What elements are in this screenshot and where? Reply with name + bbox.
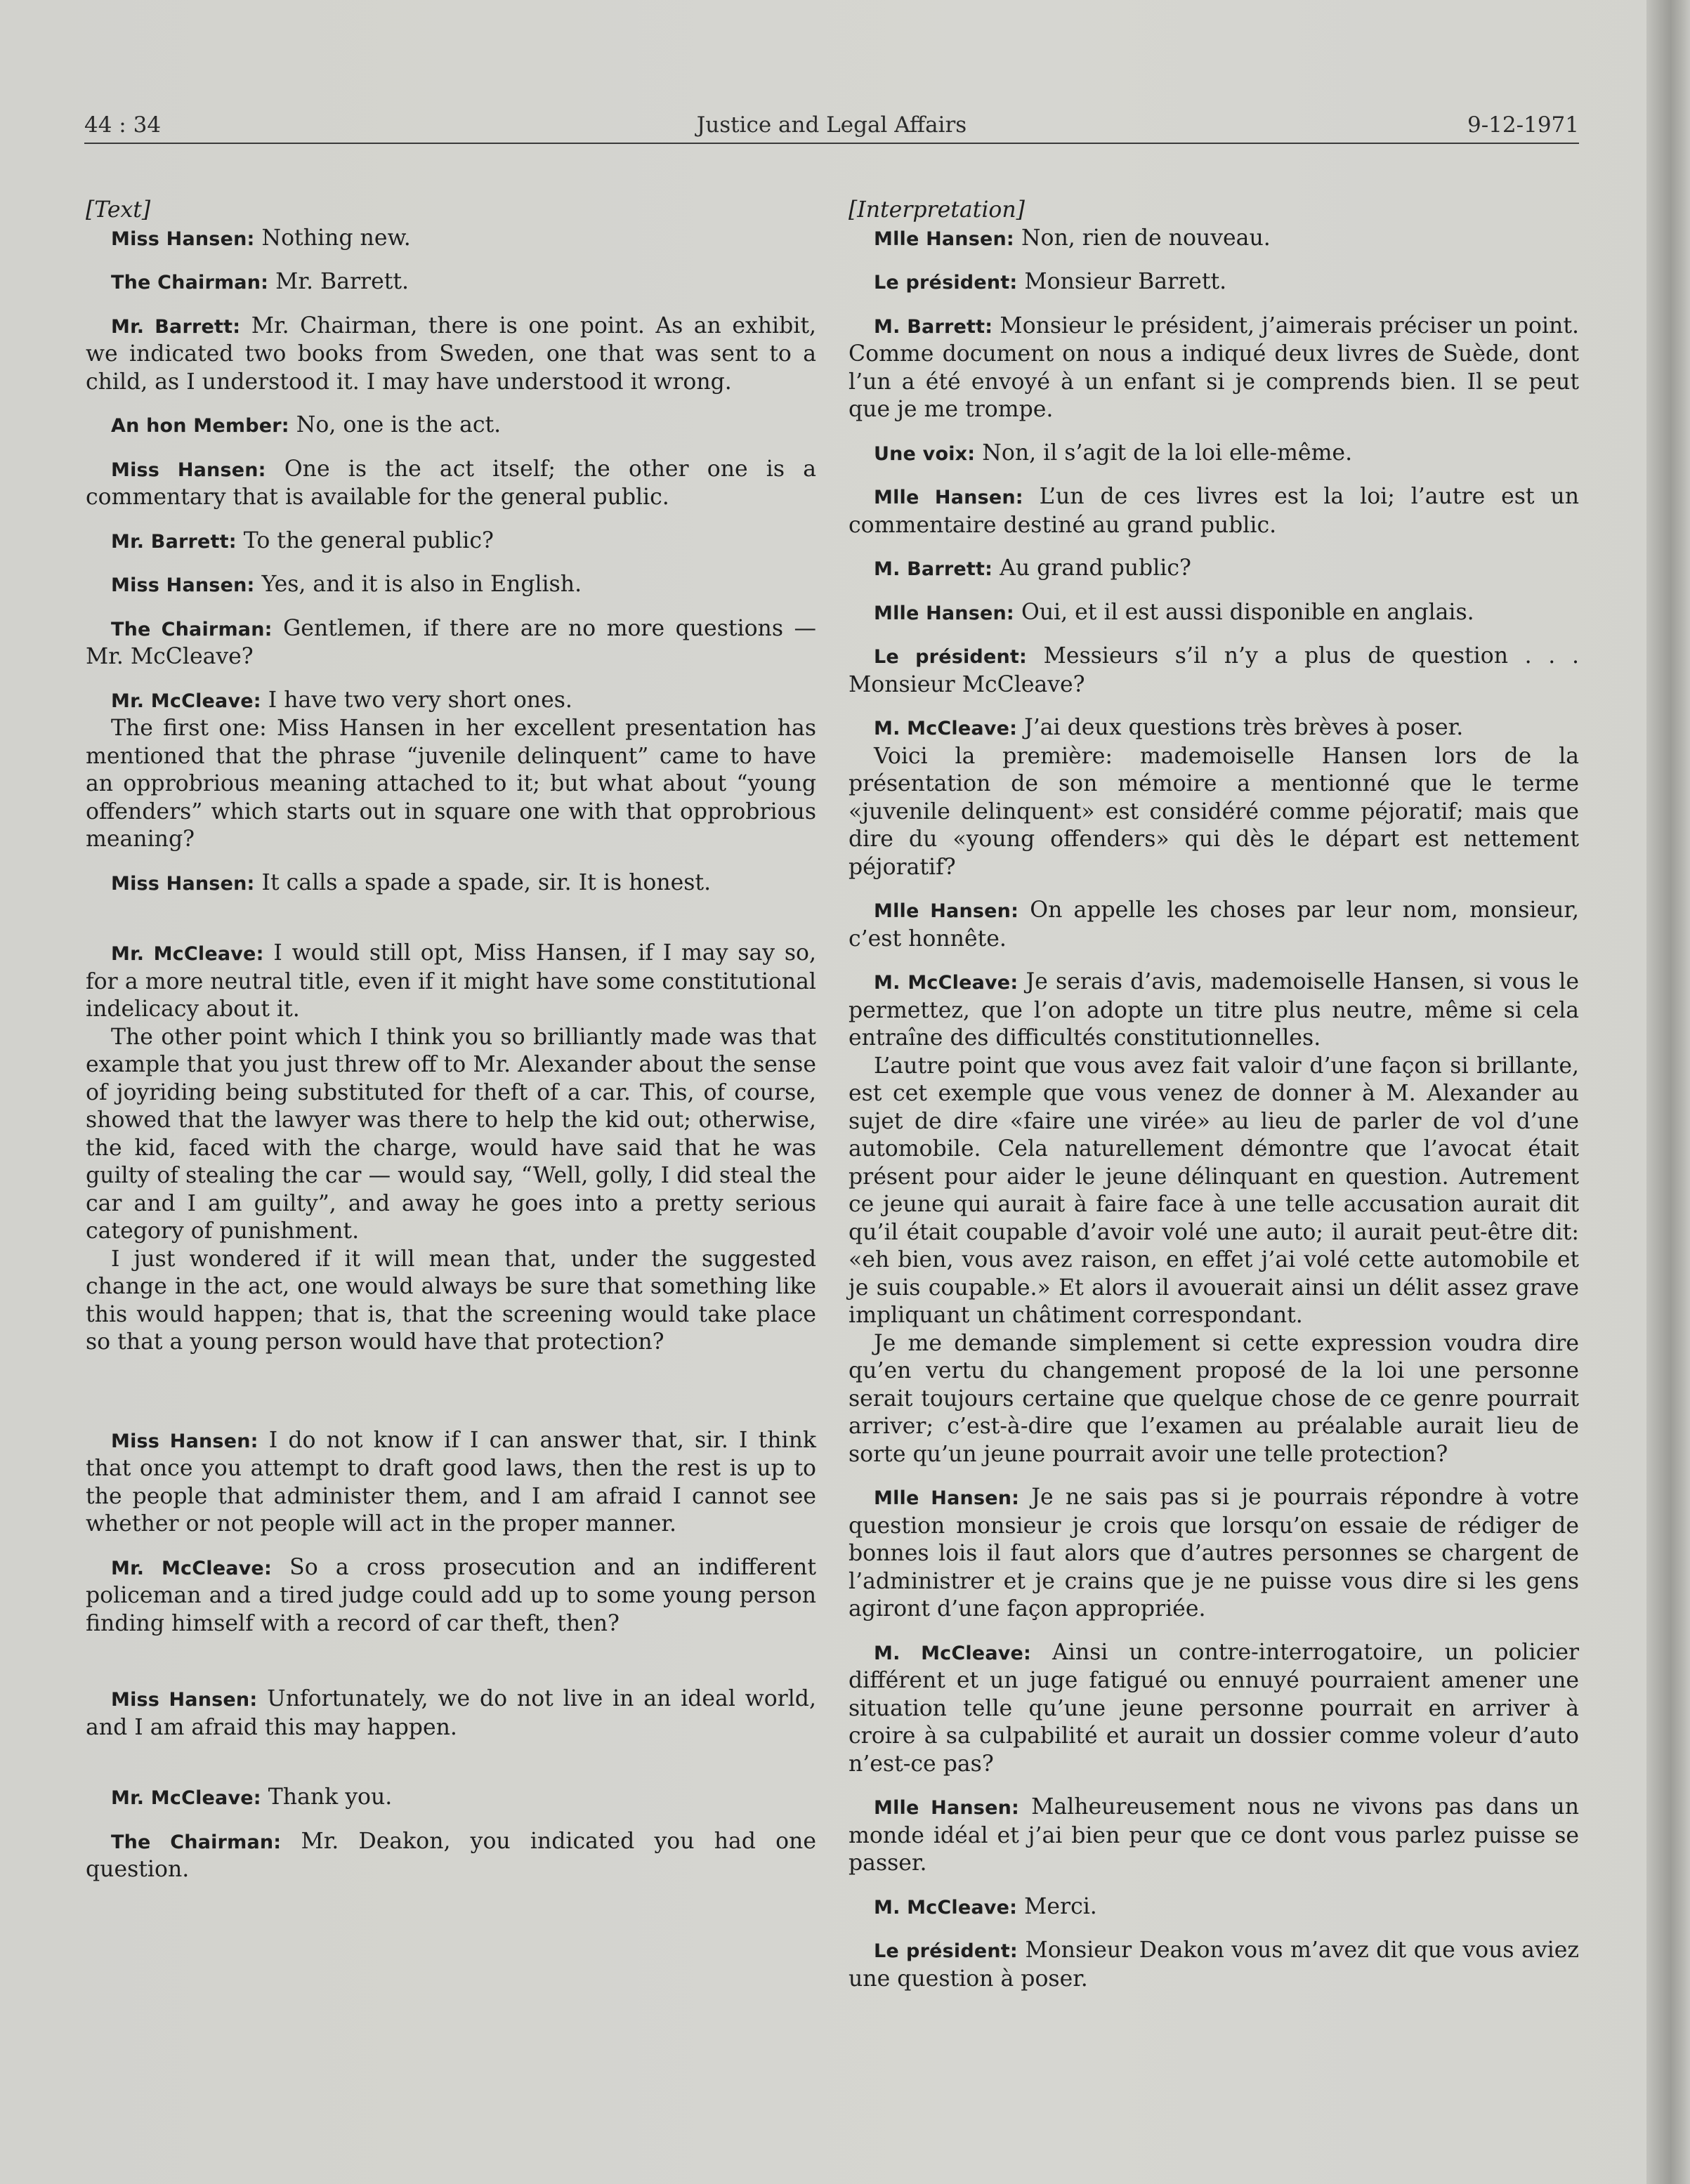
- speech-text: The other point which I think you so brilliantly made was that example that you just threw off to Mr. Alexander about the sense of joyriding being substituted for theft of a car. This, of course, showed that the lawyer was there to help the kid out; otherwise, the kid, faced with the charge, would have said that he was guilty of stealing the car — would say, “Well, golly, I did steal the car and I am guilty”, and away he goes into a pretty serious category of punishment.: [86, 1024, 816, 1244]
- paragraph: [86, 940, 816, 1024]
- paragraph: [86, 268, 816, 297]
- paragraph: [86, 571, 816, 600]
- paragraph: [86, 1828, 816, 1884]
- speaker-name: Mr. McCleave:: [111, 943, 264, 965]
- speech-text: Au grand public?: [993, 555, 1191, 581]
- speech-text: L’un de ces livres est la loi; l’autre est un commentaire destiné au grand public.: [849, 484, 1579, 538]
- speech-text: Nothing new.: [254, 225, 411, 251]
- speaker-name: Mlle Hansen:: [874, 1487, 1020, 1509]
- paragraph: [849, 714, 1579, 743]
- speech-text: Monsieur Deakon vous m’avez dit que vous aviez une question à poser.: [849, 1938, 1579, 1992]
- paragraph: [86, 1554, 816, 1638]
- speaker-name: Mr. McCleave:: [111, 690, 261, 712]
- speech-text: I just wondered if it will mean that, under the suggested change in the act, one would always be sure that something like this would happen; that is, that the screening would take place so that a young person would have that protection?: [86, 1246, 816, 1355]
- paragraph: [86, 313, 816, 397]
- paragraph: [86, 615, 816, 671]
- paragraph: [86, 1685, 816, 1742]
- column-label: [Text]: [86, 197, 151, 223]
- paragraph: [849, 1053, 1579, 1330]
- speaker-name: Mlle Hansen:: [874, 900, 1019, 922]
- speech-text: No, one is the act.: [289, 412, 502, 438]
- speech-text: To the general public?: [236, 527, 494, 553]
- speech-text: Je me demande simplement si cette expression voudra dire qu’en vertu du changement proposé de la loi une personne serait toujours certaine que quelque chose de ce genre pourrait arriver; c’est-à-dire que l’examen au préalable aurait lieu de sorte qu’un jeune pourrait avoir une telle protection?: [849, 1330, 1579, 1467]
- speech-text: Non, il s’agit de la loi elle-même.: [975, 440, 1353, 466]
- speech-text: So a cross prosecution and an indifferent policeman and a tired judge could add up to some young person finding himself with a record of car theft, then?: [86, 1554, 816, 1636]
- speech-text: I would still opt, Miss Hansen, if I may say so, for a more neutral title, even if it might have some constitutional indelicacy about it.: [86, 940, 816, 1022]
- speech-text: Monsieur Barrett.: [1017, 269, 1227, 294]
- english-column: [86, 197, 816, 1884]
- speech-text: Mr. Deakon, you indicated you had one question.: [86, 1828, 816, 1882]
- speaker-name: M. McCleave:: [874, 972, 1018, 994]
- speech-text: Mr. Barrett.: [268, 269, 410, 294]
- speaker-name: M. McCleave:: [874, 1896, 1018, 1919]
- speech-text: Yes, and it is also in English.: [254, 572, 582, 597]
- speech-text: J’ai deux questions très brèves à poser.: [1017, 715, 1464, 740]
- paragraph: [86, 527, 816, 556]
- speaker-name: Mlle Hansen:: [874, 228, 1014, 250]
- speech-text: Merci.: [1017, 1893, 1097, 1919]
- speech-text: Malheureusement nous ne vivons pas dans un monde idéal et j’ai bien peur que ce dont vous parlez puisse se passer.: [849, 1794, 1579, 1876]
- paragraph: [86, 687, 816, 716]
- paragraph: [849, 225, 1579, 254]
- speaker-name: The Chairman:: [111, 1831, 282, 1853]
- speaker-name: Mlle Hansen:: [874, 602, 1014, 624]
- speaker-name: Mr. Barrett:: [111, 530, 237, 553]
- speech-text: L’autre point que vous avez fait valoir d’une façon si brillante, est cet exemple que vous venez de donner à M. Alexander au sujet de dire «faire une virée» au lieu de parler de vol d’une automobile. Cela naturellement démontre que l’avocat était présent pour aider le jeune délinquant en question. Autrement ce jeune qui aurait à faire face à une telle accusation aurait dit qu’il était coupable d’avoir volé une auto; il aurait peut-être dit: «eh bien, vous avez raison, en effet j’ai volé cette automobile et je suis coupable.» Et alors il avouerait ainsi un délit assez grave impliquant un châtiment correspondant.: [849, 1053, 1579, 1328]
- speaker-name: M. Barrett:: [874, 315, 993, 338]
- paragraph: [86, 1024, 816, 1246]
- speech-text: Messieurs s’il n’y a plus de question . . . Monsieur McCleave?: [849, 643, 1579, 697]
- speech-text: One is the act itself; the other one is a commentary that is available for the general public.: [86, 456, 816, 510]
- paragraph: [86, 225, 816, 254]
- speech-text: I have two very short ones.: [261, 687, 572, 713]
- speaker-name: Miss Hansen:: [111, 459, 266, 481]
- paragraph: [849, 1794, 1579, 1878]
- running-title: Justice and Legal Affairs: [696, 112, 967, 138]
- paragraph: [849, 440, 1579, 468]
- speaker-name: The Chairman:: [111, 618, 273, 640]
- speech-text: Ainsi un contre-interrogatoire, un policier différent et un juge fatigué ou ennuyé pourraient amener une situation telle qu’une jeune personne pourrait en arriver à croire à sa culpabilité et aurait un dossier comme voleur d’auto n’est-ce pas?: [849, 1639, 1580, 1777]
- paragraph: [849, 897, 1579, 953]
- speaker-name: The Chairman:: [111, 272, 269, 294]
- paragraph: [849, 643, 1579, 699]
- paragraph: [849, 743, 1579, 882]
- speech-text: Non, rien de nouveau.: [1014, 225, 1271, 251]
- paragraph: [849, 313, 1579, 424]
- paragraph: [849, 1330, 1579, 1469]
- speech-text: Monsieur le président, j’aimerais préciser un point. Comme document on nous a indiqué deux livres de Suède, dont l’un a été envoyé à un enfant si je comprends bien. Il se peut que je me trompe.: [849, 313, 1580, 422]
- speech-text: Oui, et il est aussi disponible en anglais.: [1014, 599, 1474, 625]
- speaker-name: An hon Member:: [111, 415, 289, 437]
- speaker-name: M. Barrett:: [874, 558, 993, 580]
- speaker-name: M. McCleave:: [874, 1642, 1032, 1664]
- speech-text: Unfortunately, we do not live in an ideal world, and I am afraid this may happen.: [86, 1686, 816, 1740]
- speaker-name: Mlle Hansen:: [874, 1797, 1020, 1819]
- paragraph: [849, 1639, 1579, 1779]
- speaker-name: Miss Hansen:: [111, 574, 255, 596]
- paragraph: [849, 599, 1579, 628]
- paragraph: [86, 1246, 816, 1357]
- column-label: [Interpretation]: [849, 197, 1025, 223]
- header-rule: [84, 143, 1579, 144]
- paragraph: [849, 483, 1579, 539]
- paragraph: [849, 1893, 1579, 1922]
- speech-text: Je serais d’avis, mademoiselle Hansen, si vous le permettez, que l’on adopte un titre plus neutre, même si cela entraîne des difficultés constitutionnelles.: [849, 969, 1580, 1051]
- page-number: 44 : 34: [84, 112, 162, 138]
- speech-text: Je ne sais pas si je pourrais répondre à votre question monsieur je crois que lorsqu’on essaie de rédiger de bonnes lois il faut alors que d’autres personnes se chargent de l’administrer et je crains que je ne puisse vous dire si les gens agiront d’une façon appropriée.: [849, 1485, 1580, 1621]
- speaker-name: M. McCleave:: [874, 718, 1018, 739]
- speech-text: Mr. Chairman, there is one point. As an exhibit, we indicated two books from Sweden, one that was sent to a child, as I understood it. I may have understood it wrong.: [86, 313, 816, 395]
- speaker-name: Le président:: [874, 272, 1018, 294]
- speech-text: Voici la première: mademoiselle Hansen lors de la présentation de son mémoire a mentionné que le terme «juvenile delinquent» est considéré comme péjoratif; mais que dire du «young offenders» qui dès le départ est nettement péjoratif?: [849, 743, 1579, 880]
- speaker-name: Miss Hansen:: [111, 228, 255, 250]
- french-column: [849, 197, 1579, 1993]
- paragraph: [86, 456, 816, 512]
- page-binding-edge: [1646, 0, 1690, 2184]
- speaker-name: Mr. McCleave:: [111, 1787, 261, 1809]
- paragraph: [86, 412, 816, 440]
- speaker-name: Mr. McCleave:: [111, 1557, 272, 1579]
- speech-text: I do not know if I can answer that, sir. I think that once you attempt to draft good laws, then the rest is up to the people that administer them, and I am afraid I cannot see whether or not people will act in the proper manner.: [86, 1427, 816, 1537]
- speaker-name: Le président:: [874, 1940, 1018, 1962]
- speech-text: The first one: Miss Hansen in her excellent presentation has mentioned that the phrase “juvenile delinquent” came to have an opprobrious meaning attached to it; but what about “young offenders” which starts out in square one with that opprobrious meaning?: [86, 716, 816, 852]
- paragraph: [849, 555, 1579, 584]
- speaker-name: Une voix:: [874, 442, 976, 465]
- paragraph: [86, 1427, 816, 1539]
- speech-text: On appelle les choses par leur nom, monsieur, c’est honnête.: [849, 897, 1579, 952]
- speaker-name: Miss Hansen:: [111, 1430, 258, 1452]
- paragraph: [849, 968, 1579, 1053]
- paragraph: [86, 869, 816, 898]
- speaker-name: Mr. Barrett:: [111, 315, 241, 338]
- paragraph: [86, 1784, 816, 1813]
- paragraph: [849, 268, 1579, 297]
- speech-text: It calls a spade a spade, sir. It is honest.: [254, 869, 712, 895]
- sitting-date: 9-12-1971: [1467, 112, 1579, 138]
- speech-text: Gentlemen, if there are no more questions — Mr. McCleave?: [86, 615, 816, 669]
- speaker-name: Le président:: [874, 646, 1028, 668]
- speaker-name: Miss Hansen:: [111, 1689, 258, 1711]
- speech-text: Thank you.: [261, 1784, 393, 1810]
- speaker-name: Mlle Hansen:: [874, 487, 1023, 508]
- paragraph: [849, 1484, 1579, 1624]
- speaker-name: Miss Hansen:: [111, 872, 255, 895]
- paragraph: [849, 1937, 1579, 1993]
- paragraph: [86, 715, 816, 854]
